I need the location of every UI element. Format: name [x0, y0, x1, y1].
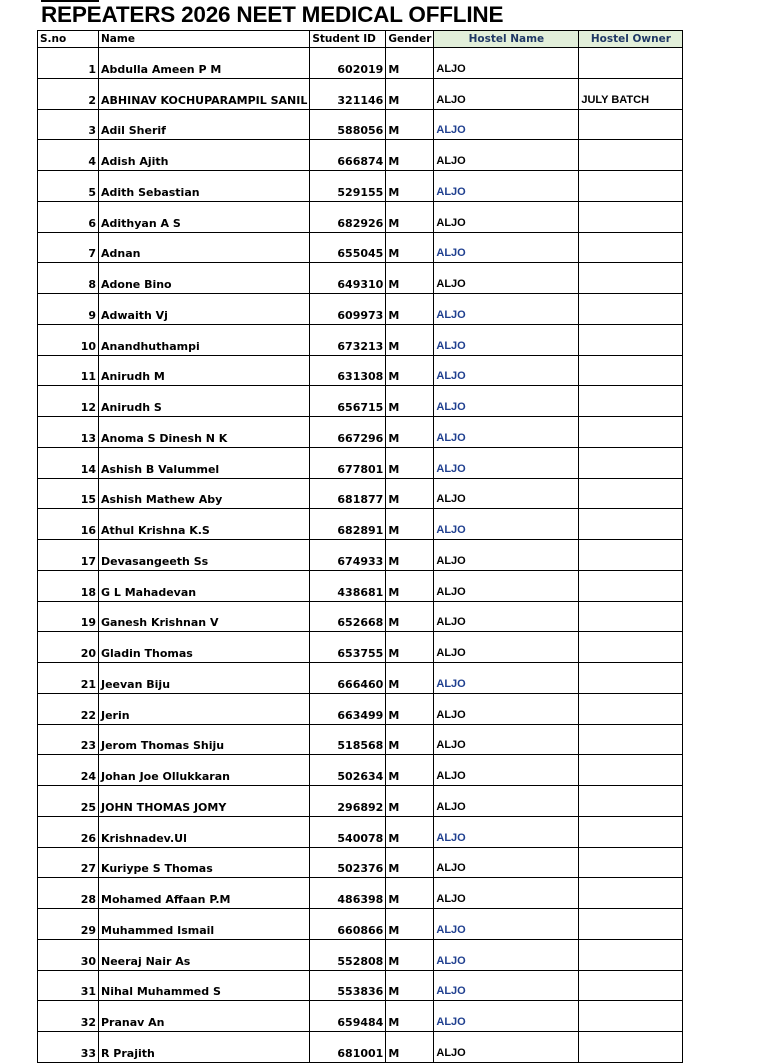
cell-name[interactable]: Anirudh M	[99, 355, 310, 386]
cell-student-id[interactable]: 666460	[310, 663, 386, 694]
cell-gender[interactable]: M	[386, 78, 434, 109]
cell-sno[interactable]: 9	[38, 294, 99, 325]
cell-hostel-owner[interactable]	[579, 970, 683, 1001]
cell-gender[interactable]: M	[386, 755, 434, 786]
table-row	[38, 509, 683, 540]
cell-name[interactable]: Gladin Thomas	[99, 632, 310, 663]
cell-name[interactable]: Jeevan Biju	[99, 663, 310, 694]
cell-hostel-owner[interactable]	[579, 755, 683, 786]
cell-gender[interactable]: M	[386, 48, 434, 79]
cell-student-id[interactable]: 631308	[310, 355, 386, 386]
cell-student-id[interactable]: 667296	[310, 417, 386, 448]
cell-gender[interactable]: M	[386, 263, 434, 294]
table-row	[38, 878, 683, 909]
cell-gender[interactable]: M	[386, 447, 434, 478]
cell-name[interactable]: Anandhuthampi	[99, 324, 310, 355]
cell-gender[interactable]: M	[386, 109, 434, 140]
cell-student-id[interactable]: 681001	[310, 1032, 386, 1063]
cell-student-id[interactable]: 321146	[310, 78, 386, 109]
table-body	[38, 48, 683, 1063]
table-row	[38, 109, 683, 140]
cell-hostel-owner[interactable]	[579, 48, 683, 79]
cell-name[interactable]: Abdulla Ameen P M	[99, 48, 310, 79]
cell-student-id[interactable]: 681877	[310, 478, 386, 509]
cell-student-id[interactable]: 502376	[310, 847, 386, 878]
table-row	[38, 909, 683, 940]
table-row	[38, 601, 683, 632]
cell-hostel-owner[interactable]	[579, 909, 683, 940]
cell-sno[interactable]: 21	[38, 663, 99, 694]
cell-gender[interactable]: M	[386, 386, 434, 417]
cell-sno[interactable]: 6	[38, 201, 99, 232]
cell-sno[interactable]: 13	[38, 417, 99, 448]
cell-hostel-owner[interactable]	[579, 140, 683, 171]
cell-hostel-owner[interactable]	[579, 447, 683, 478]
cell-hostel-name[interactable]: ALJO	[434, 786, 579, 817]
cell-sno[interactable]: 30	[38, 939, 99, 970]
table-row	[38, 48, 683, 79]
column-header-student-id[interactable]: Student ID	[310, 31, 386, 48]
table-row	[38, 1032, 683, 1063]
table-row	[38, 724, 683, 755]
cell-hostel-name[interactable]: ALJO	[434, 48, 579, 79]
cell-hostel-owner[interactable]	[579, 417, 683, 448]
cell-name[interactable]: Adwaith Vj	[99, 294, 310, 325]
cell-hostel-owner[interactable]	[579, 570, 683, 601]
cell-name[interactable]: Adnan	[99, 232, 310, 263]
cell-hostel-name[interactable]: ALJO	[434, 509, 579, 540]
cell-name[interactable]: Ganesh Krishnan V	[99, 601, 310, 632]
cell-hostel-name[interactable]: ALJO	[434, 601, 579, 632]
cell-name[interactable]: Jerin	[99, 693, 310, 724]
cell-student-id[interactable]: 660866	[310, 909, 386, 940]
cell-sno[interactable]: 10	[38, 324, 99, 355]
cell-hostel-owner[interactable]	[579, 509, 683, 540]
cell-sno[interactable]: 7	[38, 232, 99, 263]
cell-sno[interactable]: 29	[38, 909, 99, 940]
table-row	[38, 78, 683, 109]
table-row	[38, 324, 683, 355]
cell-sno[interactable]: 18	[38, 570, 99, 601]
table-row	[38, 540, 683, 571]
cell-gender[interactable]: M	[386, 1032, 434, 1063]
cell-gender[interactable]: M	[386, 509, 434, 540]
table-row	[38, 417, 683, 448]
cell-sno[interactable]: 32	[38, 1001, 99, 1032]
table-row	[38, 201, 683, 232]
cell-name[interactable]: Muhammed Ismail	[99, 909, 310, 940]
cell-name[interactable]: Ashish Mathew Aby	[99, 478, 310, 509]
cell-sno[interactable]: 24	[38, 755, 99, 786]
table-row	[38, 294, 683, 325]
cell-gender[interactable]: M	[386, 478, 434, 509]
cell-student-id[interactable]: 296892	[310, 786, 386, 817]
cell-gender[interactable]: M	[386, 1001, 434, 1032]
cell-hostel-name[interactable]: ALJO	[434, 909, 579, 940]
cell-gender[interactable]: M	[386, 847, 434, 878]
cell-hostel-owner[interactable]	[579, 232, 683, 263]
cell-student-id[interactable]: 502634	[310, 755, 386, 786]
cell-name[interactable]: Jerom Thomas Shiju	[99, 724, 310, 755]
cell-hostel-name[interactable]: ALJO	[434, 355, 579, 386]
cell-hostel-name[interactable]: ALJO	[434, 755, 579, 786]
cell-student-id[interactable]: 552808	[310, 939, 386, 970]
table-row	[38, 1001, 683, 1032]
cell-hostel-owner[interactable]	[579, 263, 683, 294]
cell-name[interactable]: JOHN THOMAS JOMY	[99, 786, 310, 817]
cell-student-id[interactable]: 529155	[310, 171, 386, 202]
cell-sno[interactable]: 16	[38, 509, 99, 540]
table-row	[38, 447, 683, 478]
cell-hostel-name[interactable]: ALJO	[434, 693, 579, 724]
cell-sno[interactable]: 31	[38, 970, 99, 1001]
cell-student-id[interactable]: 663499	[310, 693, 386, 724]
cell-hostel-owner[interactable]	[579, 724, 683, 755]
cell-student-id[interactable]: 659484	[310, 1001, 386, 1032]
cell-sno[interactable]: 8	[38, 263, 99, 294]
cell-hostel-owner[interactable]	[579, 878, 683, 909]
column-header-name[interactable]: Name	[99, 31, 310, 48]
cell-hostel-name[interactable]: ALJO	[434, 570, 579, 601]
table-row	[38, 140, 683, 171]
cell-gender[interactable]: M	[386, 816, 434, 847]
cell-student-id[interactable]: 540078	[310, 816, 386, 847]
cell-gender[interactable]: M	[386, 232, 434, 263]
cell-name[interactable]: Neeraj Nair As	[99, 939, 310, 970]
cell-student-id[interactable]: 655045	[310, 232, 386, 263]
cell-hostel-owner[interactable]	[579, 601, 683, 632]
cell-sno[interactable]: 28	[38, 878, 99, 909]
table-row	[38, 355, 683, 386]
cell-name[interactable]: Adith Sebastian	[99, 171, 310, 202]
cell-name[interactable]: Adish Ajith	[99, 140, 310, 171]
cell-hostel-name[interactable]: ALJO	[434, 232, 579, 263]
cell-name[interactable]: Johan Joe Ollukkaran	[99, 755, 310, 786]
column-header-hostel-name[interactable]: Hostel Name	[434, 31, 579, 48]
cell-name[interactable]: Adil Sherif	[99, 109, 310, 140]
cell-hostel-owner[interactable]	[579, 816, 683, 847]
cell-sno[interactable]: 33	[38, 1032, 99, 1063]
cell-hostel-owner[interactable]	[579, 171, 683, 202]
cell-name[interactable]: Nihal Muhammed S	[99, 970, 310, 1001]
cell-hostel-name[interactable]: ALJO	[434, 447, 579, 478]
cell-student-id[interactable]: 649310	[310, 263, 386, 294]
cell-hostel-owner[interactable]	[579, 786, 683, 817]
cell-student-id[interactable]: 588056	[310, 109, 386, 140]
cell-student-id[interactable]: 682891	[310, 509, 386, 540]
cell-hostel-name[interactable]: ALJO	[434, 816, 579, 847]
cell-gender[interactable]: M	[386, 939, 434, 970]
cell-hostel-owner[interactable]	[579, 1001, 683, 1032]
cell-student-id[interactable]: 486398	[310, 878, 386, 909]
cell-sno[interactable]: 14	[38, 447, 99, 478]
cell-name[interactable]: Devasangeeth Ss	[99, 540, 310, 571]
table-row	[38, 386, 683, 417]
table-row	[38, 171, 683, 202]
cell-gender[interactable]: M	[386, 601, 434, 632]
cell-hostel-name[interactable]: ALJO	[434, 324, 579, 355]
table-row	[38, 632, 683, 663]
cell-hostel-owner[interactable]	[579, 294, 683, 325]
cell-name[interactable]: Anirudh S	[99, 386, 310, 417]
table-header-row	[38, 31, 683, 48]
cell-hostel-name[interactable]: ALJO	[434, 878, 579, 909]
cell-gender[interactable]: M	[386, 201, 434, 232]
cell-name[interactable]: Pranav An	[99, 1001, 310, 1032]
table-row	[38, 847, 683, 878]
cell-name[interactable]: Krishnadev.Ul	[99, 816, 310, 847]
table-row	[38, 755, 683, 786]
cell-sno[interactable]: 17	[38, 540, 99, 571]
cell-hostel-name[interactable]: ALJO	[434, 1032, 579, 1063]
cell-gender[interactable]: M	[386, 171, 434, 202]
cell-gender[interactable]: M	[386, 540, 434, 571]
cell-hostel-name[interactable]: ALJO	[434, 724, 579, 755]
cell-sno[interactable]: 22	[38, 693, 99, 724]
cell-hostel-name[interactable]: ALJO	[434, 171, 579, 202]
cell-hostel-name[interactable]: ALJO	[434, 1001, 579, 1032]
cell-sno[interactable]: 1	[38, 48, 99, 79]
cell-hostel-owner[interactable]	[579, 1032, 683, 1063]
sheet-title: REPEATERS 2026 NEET MEDICAL OFFLINE	[41, 2, 504, 27]
cell-name[interactable]: Ashish B Valummel	[99, 447, 310, 478]
cell-hostel-name[interactable]: ALJO	[434, 970, 579, 1001]
cell-name[interactable]: Kuriype S Thomas	[99, 847, 310, 878]
column-header-hostel-owner[interactable]: Hostel Owner	[579, 31, 683, 48]
cell-gender[interactable]: M	[386, 878, 434, 909]
cell-student-id[interactable]: 653755	[310, 632, 386, 663]
column-header-gender[interactable]: Gender	[386, 31, 434, 48]
cell-hostel-name[interactable]: ALJO	[434, 140, 579, 171]
table-row	[38, 693, 683, 724]
cell-name[interactable]: Adithyan A S	[99, 201, 310, 232]
cell-hostel-owner[interactable]	[579, 201, 683, 232]
cell-hostel-owner[interactable]	[579, 109, 683, 140]
cell-sno[interactable]: 15	[38, 478, 99, 509]
table-row	[38, 232, 683, 263]
table-row	[38, 570, 683, 601]
cell-sno[interactable]: 3	[38, 109, 99, 140]
cell-hostel-owner[interactable]	[579, 355, 683, 386]
cell-student-id[interactable]: 602019	[310, 48, 386, 79]
cell-gender[interactable]: M	[386, 909, 434, 940]
column-header-sno[interactable]: S.no	[38, 31, 99, 48]
cell-hostel-owner[interactable]	[579, 847, 683, 878]
table-row	[38, 478, 683, 509]
cell-hostel-owner[interactable]	[579, 632, 683, 663]
cell-sno[interactable]: 12	[38, 386, 99, 417]
cell-gender[interactable]: M	[386, 570, 434, 601]
cell-gender[interactable]: M	[386, 355, 434, 386]
cell-name[interactable]: R Prajith	[99, 1032, 310, 1063]
cell-name[interactable]: ABHINAV KOCHUPARAMPIL SANIL	[99, 78, 310, 109]
cell-sno[interactable]: 23	[38, 724, 99, 755]
cell-hostel-name[interactable]: ALJO	[434, 294, 579, 325]
cell-hostel-name[interactable]: ALJO	[434, 109, 579, 140]
cell-hostel-name[interactable]: ALJO	[434, 540, 579, 571]
cell-student-id[interactable]: 674933	[310, 540, 386, 571]
cell-hostel-owner[interactable]	[579, 478, 683, 509]
cell-student-id[interactable]: 677801	[310, 447, 386, 478]
cell-hostel-name[interactable]: ALJO	[434, 417, 579, 448]
cell-name[interactable]: G L Mahadevan	[99, 570, 310, 601]
cell-hostel-owner[interactable]: JULY BATCH	[579, 78, 683, 109]
cell-student-id[interactable]: 673213	[310, 324, 386, 355]
cell-hostel-owner[interactable]	[579, 540, 683, 571]
table-row	[38, 939, 683, 970]
cell-student-id[interactable]: 656715	[310, 386, 386, 417]
cell-sno[interactable]: 27	[38, 847, 99, 878]
cell-sno[interactable]: 11	[38, 355, 99, 386]
cell-sno[interactable]: 26	[38, 816, 99, 847]
cell-gender[interactable]: M	[386, 324, 434, 355]
cell-gender[interactable]: M	[386, 786, 434, 817]
table-row	[38, 970, 683, 1001]
cell-name[interactable]: Mohamed Affaan P.M	[99, 878, 310, 909]
cell-student-id[interactable]: 518568	[310, 724, 386, 755]
cell-sno[interactable]: 20	[38, 632, 99, 663]
cell-gender[interactable]: M	[386, 663, 434, 694]
cell-student-id[interactable]: 553836	[310, 970, 386, 1001]
cell-hostel-name[interactable]: ALJO	[434, 632, 579, 663]
cell-hostel-owner[interactable]	[579, 663, 683, 694]
cell-student-id[interactable]: 666874	[310, 140, 386, 171]
table-row	[38, 663, 683, 694]
cell-student-id[interactable]: 652668	[310, 601, 386, 632]
cell-hostel-name[interactable]: ALJO	[434, 386, 579, 417]
cell-gender[interactable]: M	[386, 693, 434, 724]
cell-hostel-name[interactable]: ALJO	[434, 663, 579, 694]
cell-hostel-owner[interactable]	[579, 324, 683, 355]
cell-hostel-name[interactable]: ALJO	[434, 478, 579, 509]
cell-gender[interactable]: M	[386, 632, 434, 663]
student-roster-table	[37, 30, 683, 1063]
cell-sno[interactable]: 4	[38, 140, 99, 171]
cell-student-id[interactable]: 438681	[310, 570, 386, 601]
cell-sno[interactable]: 2	[38, 78, 99, 109]
cell-hostel-name[interactable]: ALJO	[434, 939, 579, 970]
cell-sno[interactable]: 25	[38, 786, 99, 817]
cell-hostel-owner[interactable]	[579, 693, 683, 724]
cell-student-id[interactable]: 609973	[310, 294, 386, 325]
cell-hostel-name[interactable]: ALJO	[434, 847, 579, 878]
cell-hostel-name[interactable]: ALJO	[434, 78, 579, 109]
table-row	[38, 786, 683, 817]
cell-gender[interactable]: M	[386, 970, 434, 1001]
cell-gender[interactable]: M	[386, 724, 434, 755]
cell-student-id[interactable]: 682926	[310, 201, 386, 232]
cell-name[interactable]: Athul Krishna K.S	[99, 509, 310, 540]
cell-name[interactable]: Anoma S Dinesh N K	[99, 417, 310, 448]
cell-sno[interactable]: 5	[38, 171, 99, 202]
cell-gender[interactable]: M	[386, 417, 434, 448]
cell-gender[interactable]: M	[386, 140, 434, 171]
table-row	[38, 816, 683, 847]
cell-hostel-owner[interactable]	[579, 386, 683, 417]
cell-hostel-owner[interactable]	[579, 939, 683, 970]
cell-hostel-name[interactable]: ALJO	[434, 201, 579, 232]
cell-sno[interactable]: 19	[38, 601, 99, 632]
cell-gender[interactable]: M	[386, 294, 434, 325]
cell-hostel-name[interactable]: ALJO	[434, 263, 579, 294]
cell-name[interactable]: Adone Bino	[99, 263, 310, 294]
table-row	[38, 263, 683, 294]
